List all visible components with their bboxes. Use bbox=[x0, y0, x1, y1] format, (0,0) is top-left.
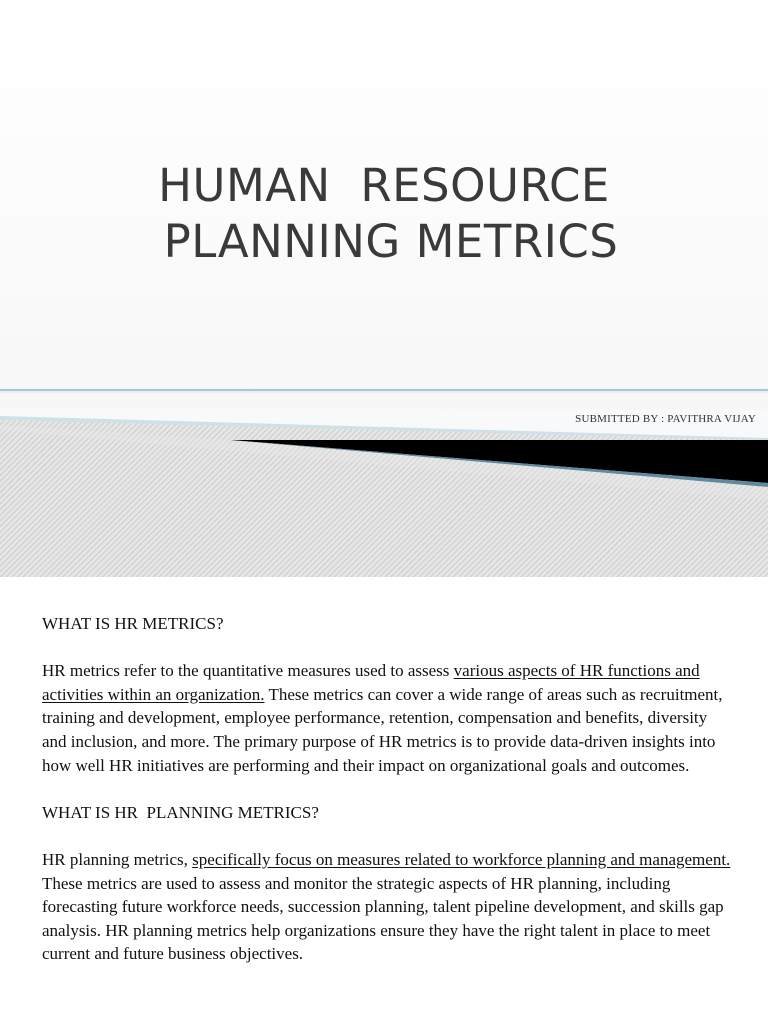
paragraph-hr-planning-start: HR planning metrics, bbox=[42, 849, 193, 869]
submitted-by: SUBMITTED BY : PAVITHRA VIJAY bbox=[575, 413, 756, 425]
paragraph-hr-planning-metrics bbox=[42, 848, 732, 966]
heading-what-is-hr-planning-metrics: WHAT IS HR PLANNING METRICS? bbox=[42, 802, 319, 822]
paragraph-hr-metrics-start: HR metrics refer to the quantitative measures used to assess bbox=[42, 661, 454, 681]
paragraph-hr-metrics bbox=[42, 659, 732, 777]
slide-title-line-2: PLANNING METRICS bbox=[163, 215, 619, 268]
slide-title-line-1: HUMAN RESOURCE bbox=[158, 159, 610, 212]
paragraph-hr-planning-underlined: specifically focus on measures related to workforce planning and management. bbox=[192, 849, 731, 869]
paragraph-hr-planning-rest: These metrics are used to assess and monitor the strategic aspects of HR planning, including forecasting future workforce needs, succession planning, talent pipeline development, and skills gap analysis. HR planning metrics help organizations ensure they have the right talent in place to meet current and future business objectives. bbox=[42, 873, 724, 964]
document-body bbox=[42, 612, 732, 966]
paragraph-hr-metrics-underlined: various aspects of HR functions and activities within an organization. bbox=[42, 661, 700, 704]
heading-what-is-hr-metrics: WHAT IS HR METRICS? bbox=[42, 614, 224, 633]
paragraph-hr-metrics-rest: These metrics can cover a wide range of areas such as recruitment, training and development, employee performance, retention, compensation and benefits, diversity and inclusion, and more. The primary purpose of HR metrics is to provide data-driven insights into how well HR initiatives are performing and their impact on organizational goals and outcomes. bbox=[42, 684, 723, 775]
